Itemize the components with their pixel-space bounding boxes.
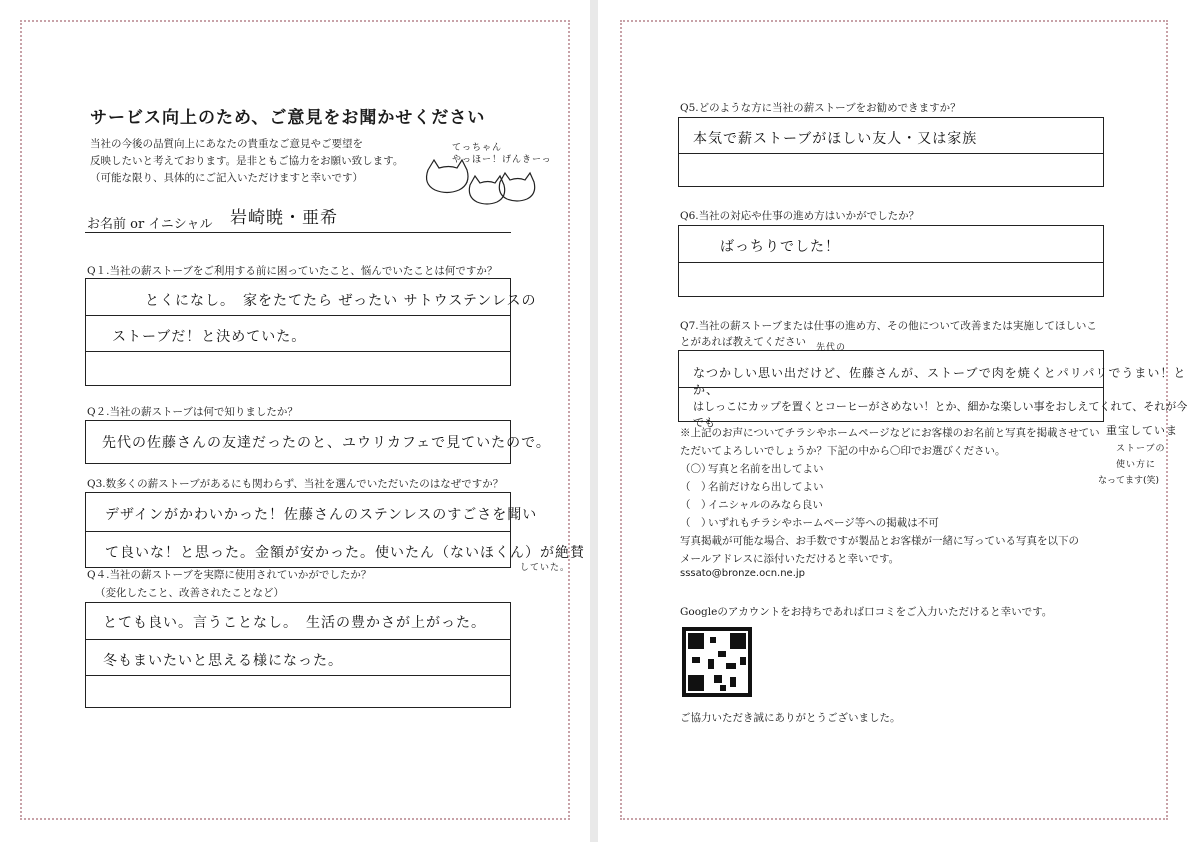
q3-answer-line-2: て良いな！と思った。金額が安かった。使いたん（ないほくん）が絶賛 <box>105 545 585 561</box>
option-mark: （ ） <box>680 481 712 493</box>
q5-label: Q5.どのような方に当社の薪ストーブをお勧めできますか？ <box>680 102 961 114</box>
q3-label: Q3.数多くの薪ストーブがあるにも関わらず、当社を選んでいただいたのはなぜですか？ <box>87 478 504 490</box>
cat-note-1: てっちゃん <box>452 143 503 153</box>
q5-answer-line-1: 本気で薪ストーブがほしい友人・又は家族 <box>693 131 978 147</box>
thanks-text: ご協力いただき誠にありがとうございました。 <box>680 712 901 724</box>
photo-text-2: メールアドレスに添付いただけると幸いです。 <box>680 553 900 565</box>
consent-text-2: ただいてよろしいでしょうか？下記の中から〇印でお選びください。 <box>680 445 1006 457</box>
option-label: 名前だけなら出してよい <box>708 481 824 493</box>
consent-option-4[interactable] <box>680 515 939 530</box>
intro-line-1: 当社の今後の品質向上にあなたの貴重なご意見やご要望を <box>90 138 363 150</box>
photo-text-1: 写真掲載が可能な場合、お手数ですが製品とお客様が一緒に写っている写真を以下の <box>680 535 1079 547</box>
q7-margin-note-2: ストーブの <box>1116 444 1166 454</box>
option-mark: （ ） <box>680 499 712 511</box>
intro-line-3: （可能な限り、具体的にご記入いただけますと幸いです） <box>90 172 363 184</box>
right-page <box>598 0 1190 842</box>
name-underline <box>85 232 511 233</box>
q7-label-line-1: Q7.当社の薪ストーブまたは仕事の進め方、その他について改善または実施してほしいこ <box>680 320 1097 332</box>
q1-answer-line-2: ストーブだ！と決めていた。 <box>112 329 307 345</box>
q3-aside-note: していた。 <box>520 563 571 573</box>
intro-line-2: 反映したいと考えております。是非ともご協力をお願い致します。 <box>90 155 404 167</box>
q7-margin-note-1: 重宝していま <box>1106 424 1178 437</box>
q7-margin-note-4: なってます(笑) <box>1098 476 1160 486</box>
option-label: 写真と名前を出してよい <box>708 463 824 475</box>
q2-label: Q２.当社の薪ストーブは何で知りましたか？ <box>87 406 298 418</box>
survey-title: サービス向上のため、ご意見をお聞かせください <box>90 108 486 128</box>
q7-insert-note: 先代の <box>816 343 847 353</box>
google-review-text: Googleのアカウントをお持ちであれば口コミをご入力いただけると幸いです。 <box>680 606 1053 618</box>
option-label: イニシャルのみなら良い <box>708 499 823 511</box>
q1-answer-line-1: とくになし。 家をたてたら ぜったい サトウステンレスの <box>145 293 537 309</box>
q6-label: Q6.当社の対応や仕事の進め方はいかがでしたか？ <box>680 210 920 222</box>
name-value: 岩崎暁・亜希 <box>230 208 338 228</box>
name-label: お名前 or イニシャル <box>87 217 213 232</box>
q7-label-line-2: とがあれば教えてください <box>680 336 806 348</box>
consent-option-3[interactable] <box>680 497 823 512</box>
q1-label: Q１.当社の薪ストーブをご利用する前に困っていたこと、悩んでいたことは何ですか？ <box>87 265 498 277</box>
q2-answer-line-1: 先代の佐藤さんの友達だったのと、ユウリカフェで見ていたので。 <box>102 435 551 451</box>
q4-answer-line-2: 冬もまいたいと思える様になった。 <box>103 653 343 669</box>
q7-answer-line-1: なつかしい思い出だけど、佐藤さんが、ストーブで肉を焼くとパリパリでうまい！とか、 <box>693 366 1187 397</box>
qr-code-icon[interactable] <box>682 627 752 697</box>
q4-sublabel: （変化したこと、改善されたことなど） <box>95 587 284 599</box>
q3-answer-line-1: デザインがかわいかった！佐藤さんのステンレスのすごさを聞い <box>105 507 538 523</box>
left-page <box>0 0 590 842</box>
q7-answer-line-2: はしっこにカップを置くとコーヒーがさめない！とか、細かな楽しい事をおしえてくれて、それが今でも <box>693 400 1188 429</box>
option-mark: （ ） <box>680 517 712 529</box>
contact-email[interactable]: sssato@bronze.ocn.ne.jp <box>680 568 805 579</box>
option-mark: （〇） <box>680 463 712 475</box>
consent-option-2[interactable] <box>680 479 824 494</box>
q6-answer-line-1: ばっちりでした！ <box>720 239 840 255</box>
q7-margin-note-3: 使い方に <box>1116 460 1157 470</box>
q4-answer-line-1: とても良い。言うことなし。 生活の豊かさが上がった。 <box>103 615 486 631</box>
consent-text-1: ※上記のお声についてチラシやホームページなどにお客様のお名前と写真を掲載させてい <box>680 427 1100 439</box>
cat-note-2: やっほー！げんきーっ <box>452 155 552 165</box>
consent-option-1[interactable] <box>680 461 824 476</box>
q4-label: Q４.当社の薪ストーブを実際に使用されていかがでしたか？ <box>87 569 372 581</box>
option-label: いずれもチラシやホームページ等への掲載は不可 <box>708 517 939 529</box>
